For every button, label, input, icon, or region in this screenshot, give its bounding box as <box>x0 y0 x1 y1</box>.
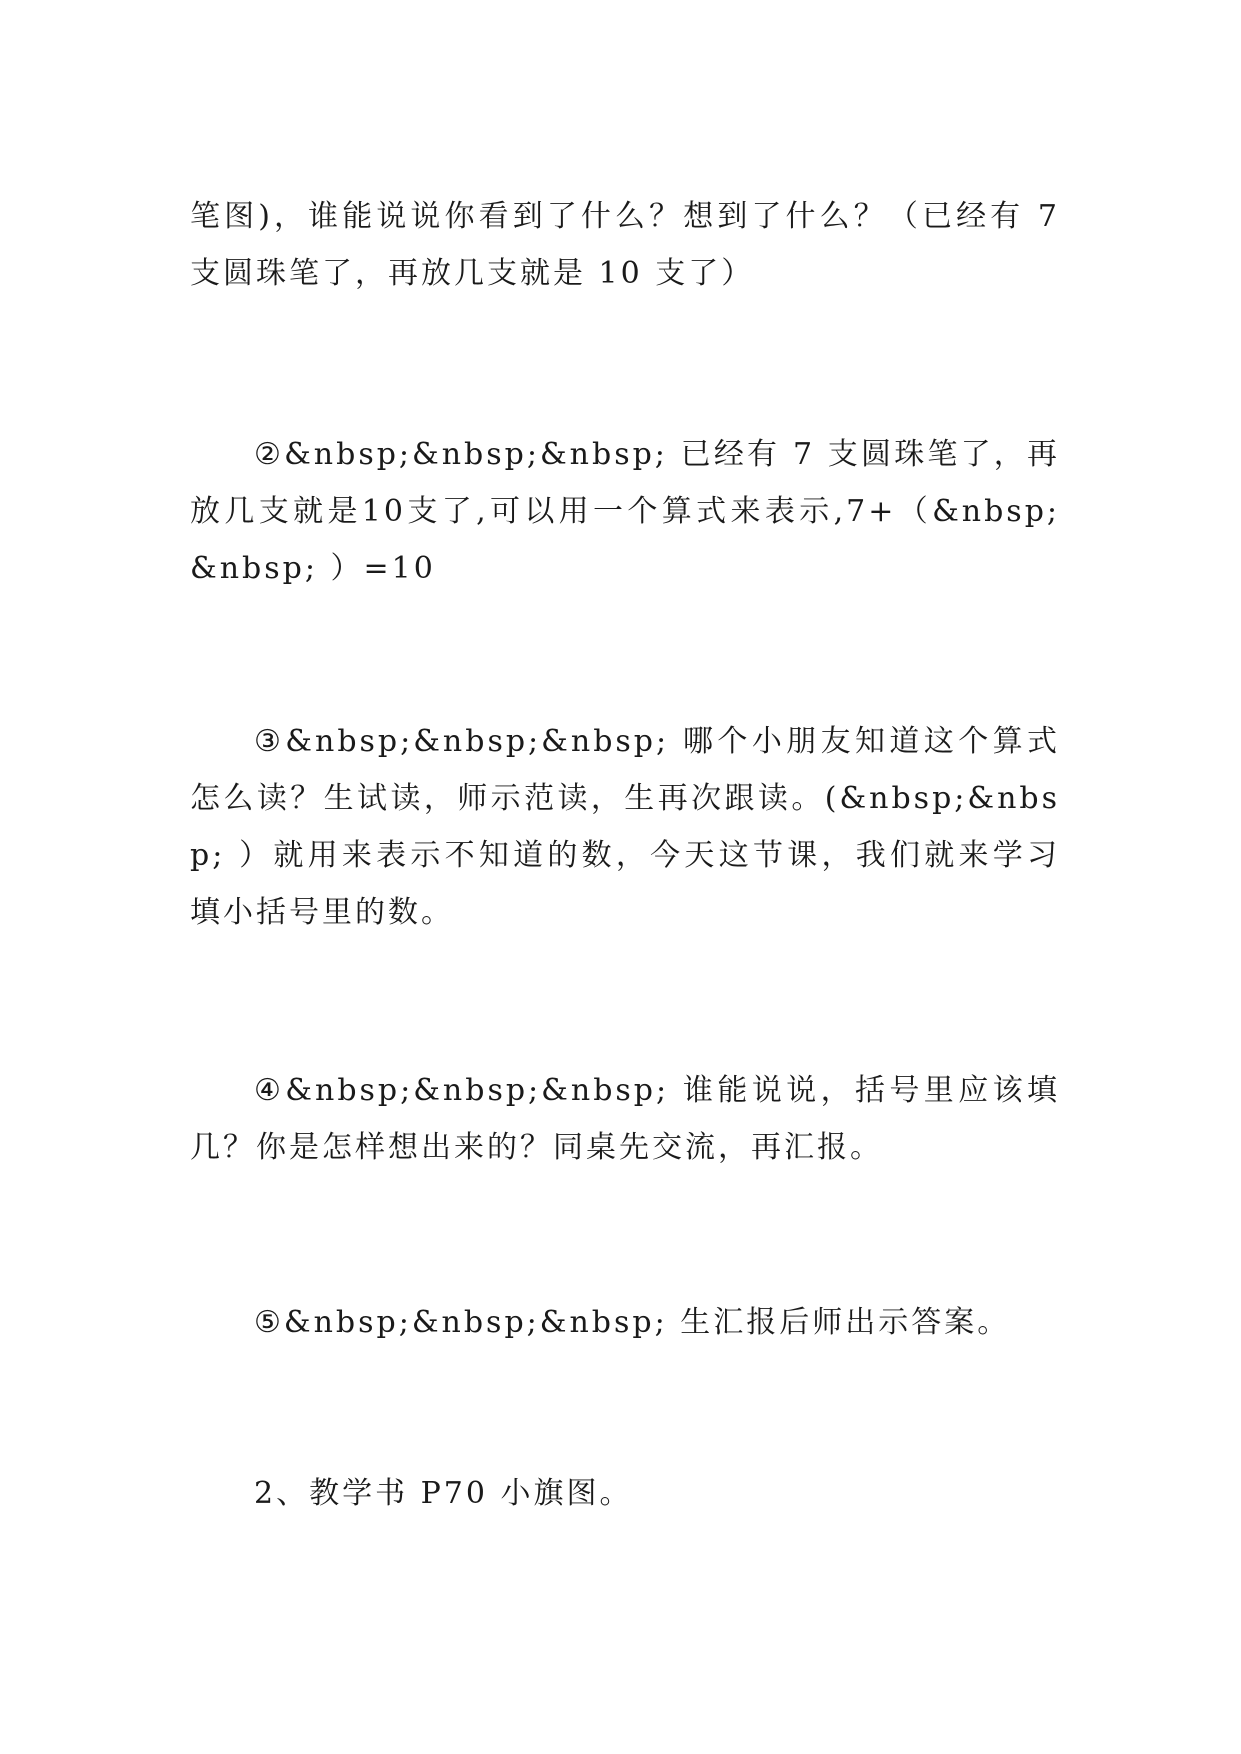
paragraph-section-2: 2、教学书 P70 小旗图。 <box>254 1476 633 1511</box>
paragraph-step-4: ④&nbsp;&nbsp;&nbsp; 谁能说说，括号里应该填几？你是怎样想出来的？同桌先交流，再汇报。 <box>190 1073 1060 1165</box>
paragraph-step-2: ②&nbsp;&nbsp;&nbsp; 已经有 7 支圆珠笔了，再放几支就是10支了,可以用一个算式来表示,7+（&nbsp;&nbsp; ）=10 <box>190 437 1060 586</box>
paragraph-continuation: 笔图)，谁能说说你看到了什么？想到了什么？（已经有 7 支圆珠笔了，再放几支就是 10 支了） <box>190 199 1073 291</box>
paragraph-step-3: ③&nbsp;&nbsp;&nbsp; 哪个小朋友知道这个算式怎么读？生试读，师示范读，生再次跟读。(&nbsp;&nbsp; ）就用来表示不知道的数，今天这节课，我们就来学习填小括号里的数。 <box>190 724 1060 930</box>
paragraph-step-5: ⑤&nbsp;&nbsp;&nbsp; 生汇报后师出示答案。 <box>254 1305 1011 1340</box>
